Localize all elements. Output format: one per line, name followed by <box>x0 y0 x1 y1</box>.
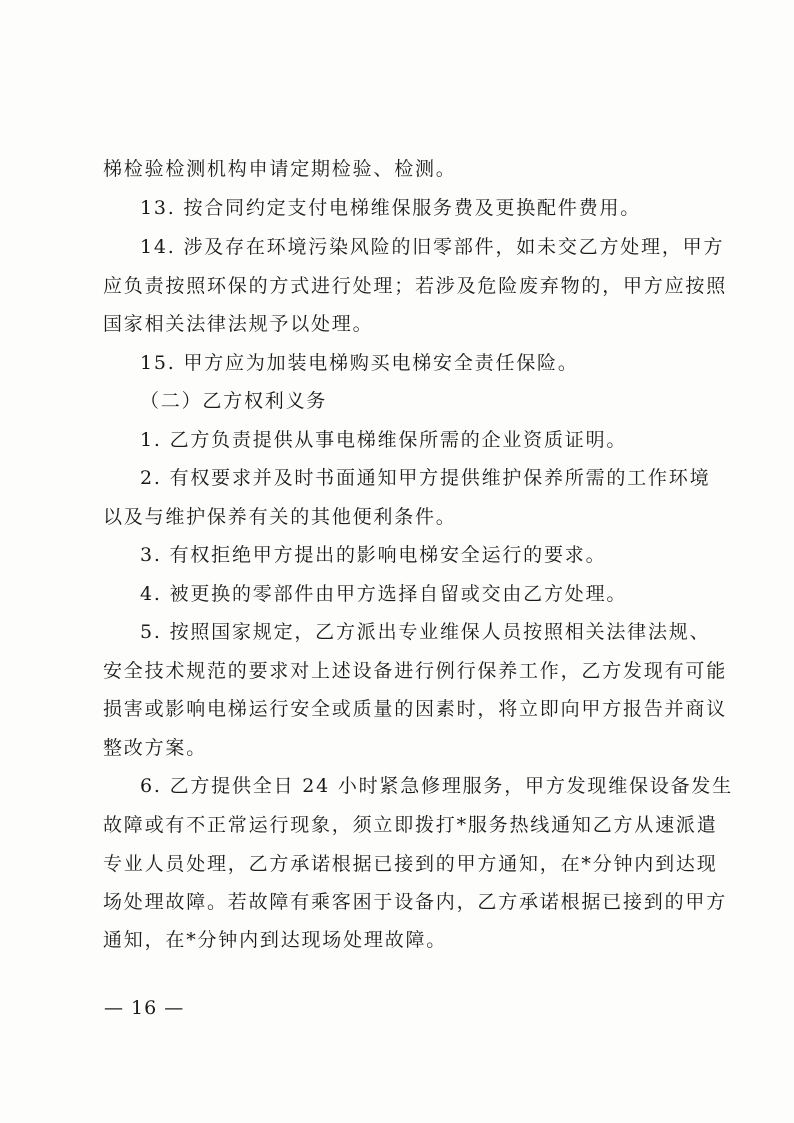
text-line: 故障或有不正常运行现象，须立即拨打*服务热线通知乙方从速派遣 <box>103 814 718 836</box>
text-line: 3. 有权拒绝甲方提出的影响电梯安全运行的要求。 <box>140 544 607 566</box>
text-line: 以及与维护保养有关的其他便利条件。 <box>103 506 457 528</box>
section-heading: （二）乙方权利义务 <box>140 390 328 412</box>
text-line: 6. 乙方提供全日 24 小时紧急修理服务，甲方发现维保设备发生 <box>140 775 734 797</box>
text-line: 专业人员处理，乙方承诺根据已接到的甲方通知，在*分钟内到达现 <box>103 853 718 875</box>
text-line: 整改方案。 <box>103 737 208 759</box>
text-line: 14. 涉及存在环境污染风险的旧零部件，如未交乙方处理，甲方 <box>140 236 725 258</box>
text-line: 15. 甲方应为加装电梯购买电梯安全责任保险。 <box>140 352 579 374</box>
text-line: 1. 乙方负责提供从事电梯维保所需的企业资质证明。 <box>140 429 628 451</box>
text-line: 4. 被更换的零部件由甲方选择自留或交由乙方处理。 <box>140 583 628 605</box>
text-line: 13. 按合同约定支付电梯维保服务费及更换配件费用。 <box>140 197 642 219</box>
text-line: 梯检验检测机构申请定期检验、检测。 <box>103 158 457 180</box>
text-line: 场处理故障。若故障有乘客困于设备内，乙方承诺根据已接到的甲方 <box>103 891 728 913</box>
text-line: 国家相关法律法规予以处理。 <box>103 313 374 335</box>
text-line: 安全技术规范的要求对上述设备进行例行保养工作，乙方发现有可能 <box>103 660 728 682</box>
text-line: 应负责按照环保的方式进行处理；若涉及危险废弃物的，甲方应按照 <box>103 275 728 297</box>
text-line: 2. 有权要求并及时书面通知甲方提供维护保养所需的工作环境 <box>140 467 711 489</box>
text-line: 通知，在*分钟内到达现场处理故障。 <box>103 929 448 951</box>
page-number: — 16 — <box>104 997 185 1019</box>
text-line: 5. 按照国家规定，乙方派出专业维保人员按照相关法律法规、 <box>140 621 711 643</box>
text-line: 损害或影响电梯运行安全或质量的因素时，将立即向甲方报告并商议 <box>103 698 728 720</box>
